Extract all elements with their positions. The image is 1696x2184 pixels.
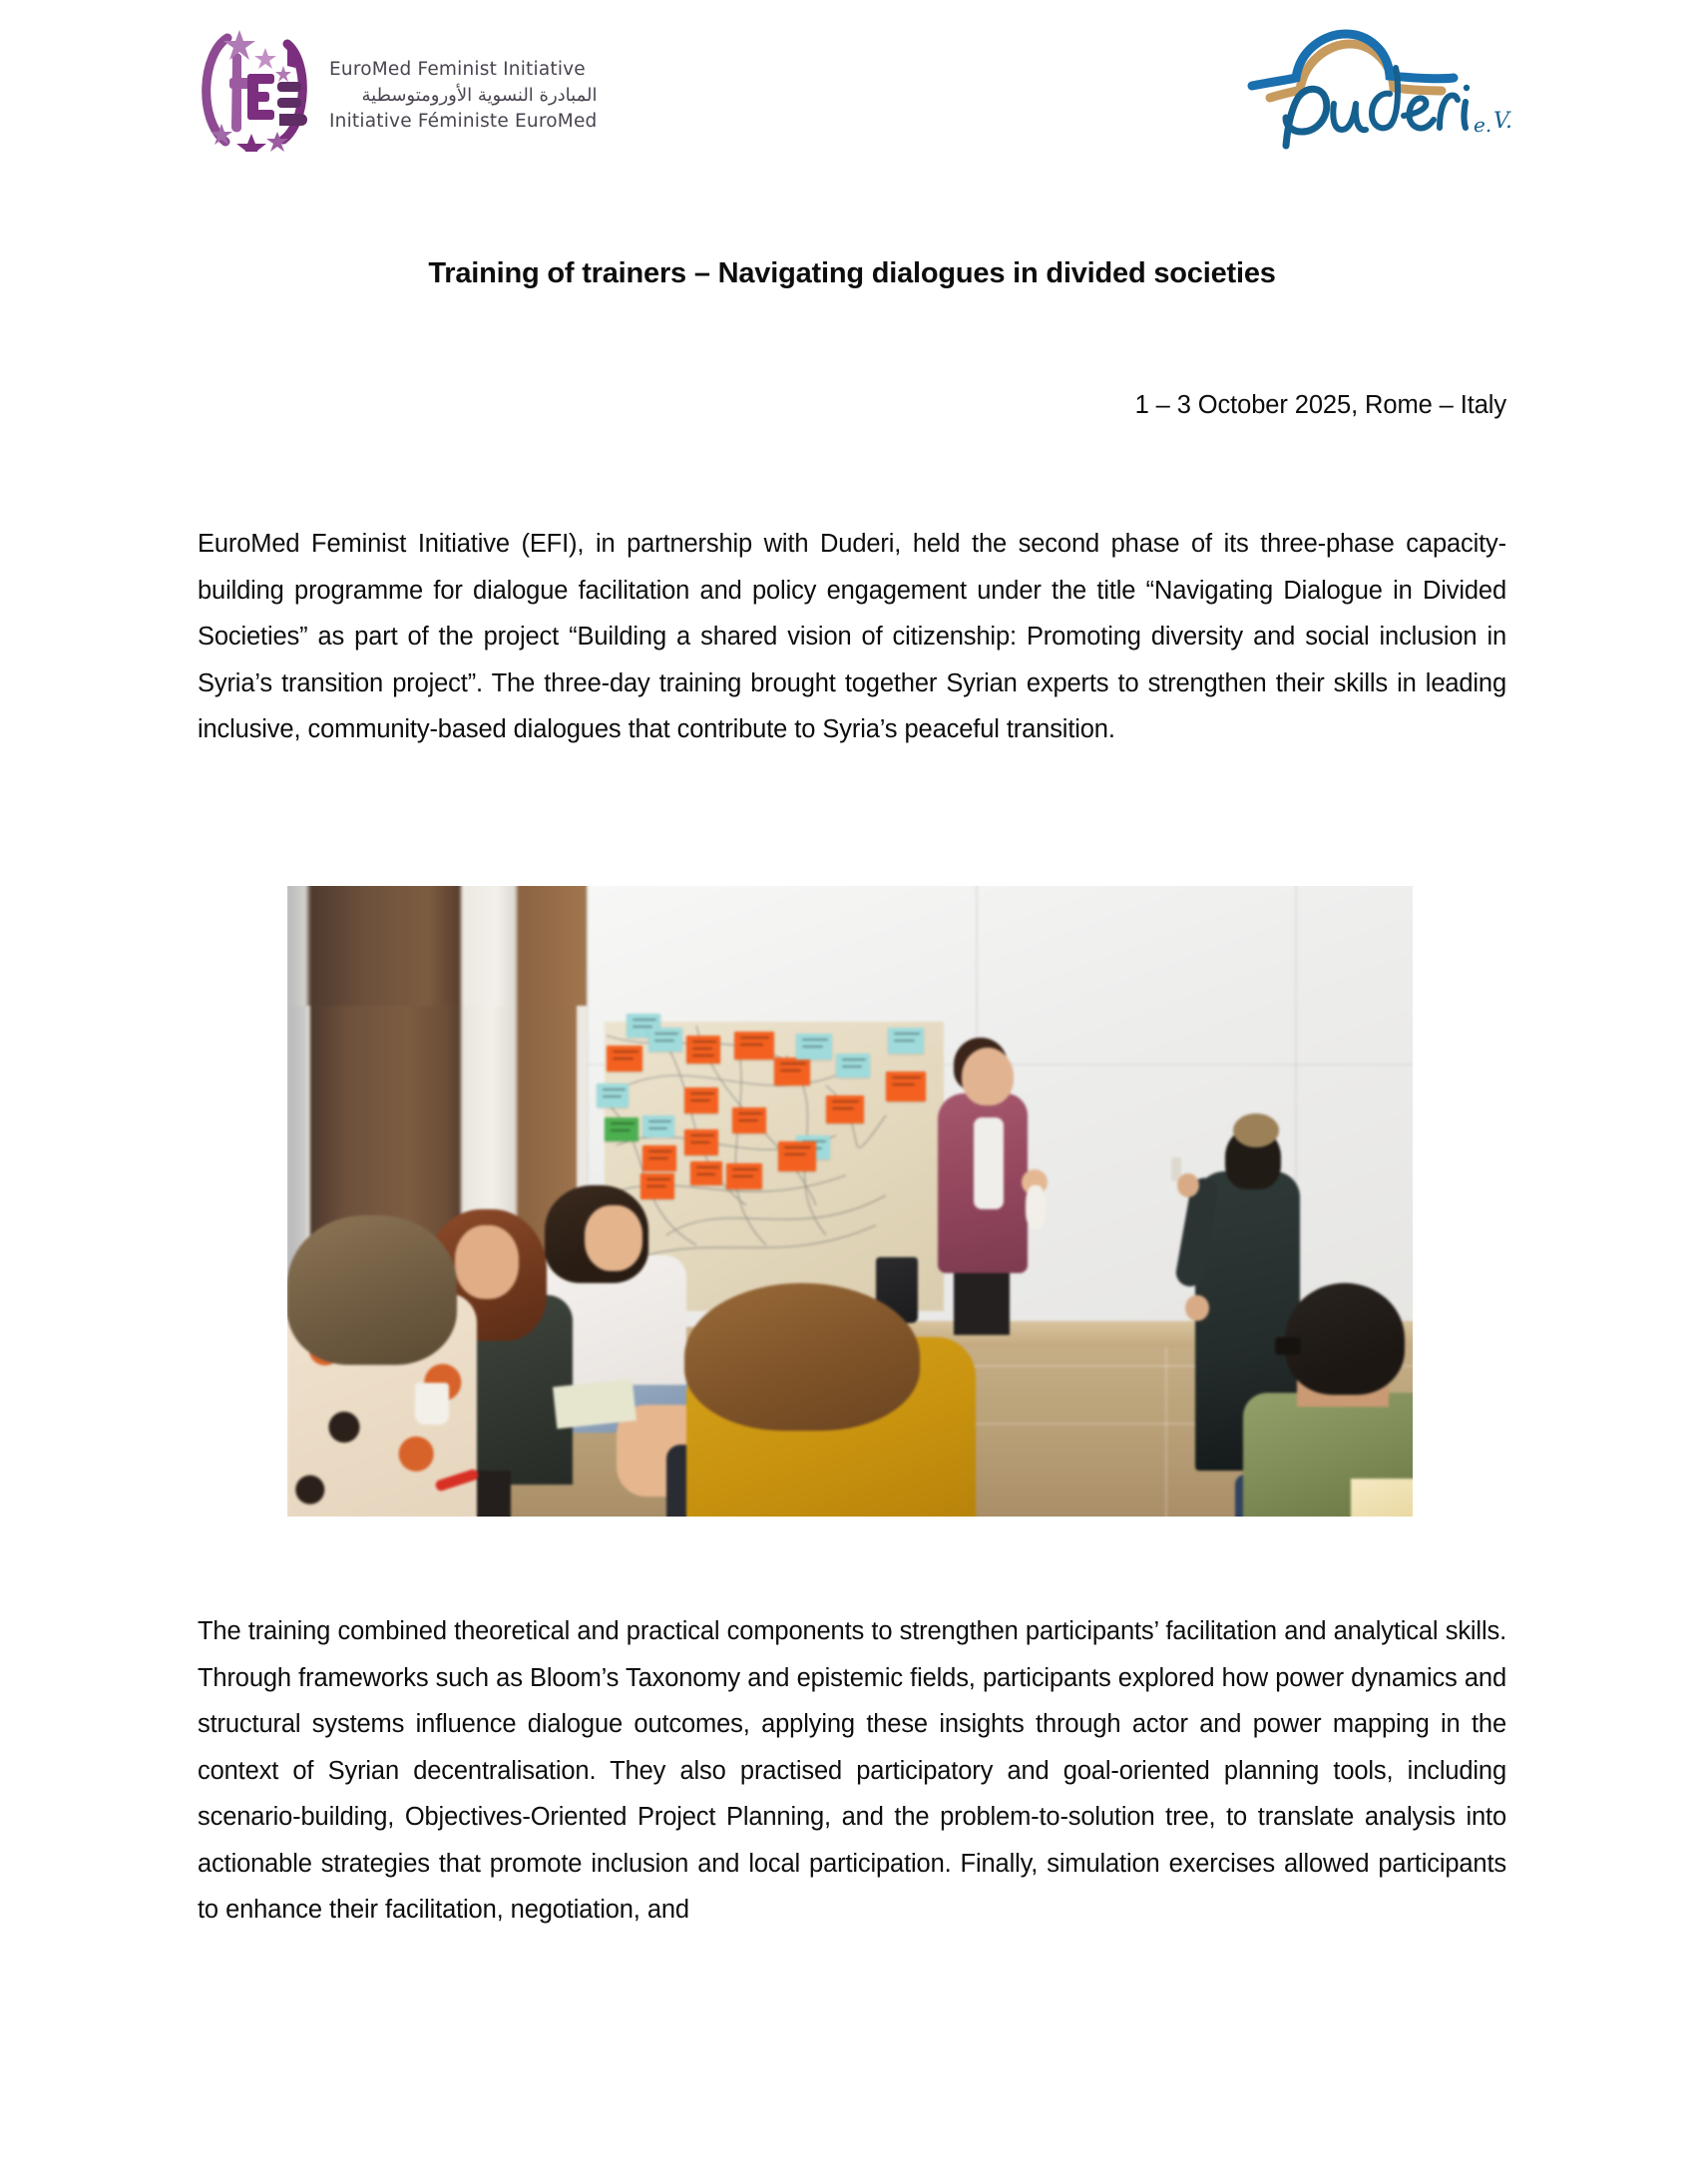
photo-presenter-head bbox=[962, 1048, 1014, 1105]
sticky-note bbox=[796, 1034, 832, 1060]
sticky-note bbox=[607, 1046, 642, 1072]
sticky-note bbox=[774, 1058, 810, 1086]
photo-table-corner bbox=[1351, 1479, 1413, 1517]
duderi-logo bbox=[1242, 28, 1521, 153]
sticky-note bbox=[888, 1028, 924, 1054]
sticky-note bbox=[778, 1141, 816, 1171]
sticky-note bbox=[648, 1028, 682, 1052]
photo-participant-auburn-face bbox=[455, 1225, 519, 1299]
efi-logo-text bbox=[329, 42, 597, 133]
photo-participant-glasses bbox=[1275, 1337, 1301, 1355]
efi-logo-line-french: Initiative Féministe EuroMed bbox=[329, 111, 598, 133]
photo-facilitator-hair-bun bbox=[1233, 1113, 1279, 1147]
photo-facilitator-hand-lower bbox=[1185, 1295, 1209, 1321]
sticky-note bbox=[597, 1084, 629, 1107]
sticky-note bbox=[684, 1088, 718, 1113]
svg-text:V.: V. bbox=[1493, 109, 1513, 134]
sticky-note bbox=[642, 1145, 676, 1171]
efi-emblem-icon bbox=[192, 24, 315, 152]
photo-presenter-shirt bbox=[974, 1117, 1004, 1209]
date-location-line: 1 – 3 October 2025, Rome – Italy bbox=[1134, 391, 1506, 419]
sticky-note bbox=[684, 1129, 718, 1155]
sticky-note bbox=[836, 1054, 870, 1078]
sticky-note bbox=[726, 1163, 762, 1189]
body-paragraph-1: EuroMed Feminist Initiative (EFI), in partnership with Duderi, held the second phase of its three-phase capacity-building programme for dialogue facilitation and policy engagement under the title “Navigating Dialogue in Divided Societies” as part of the project “Building a shared vision of citizenship: Promoting diversity and social inclusion in Syria’s transition project”. The three-day training brought together Syrian experts to strengthen their skills in leading inclusive, community-based dialogues that contribute to Syria’s peaceful transition. bbox=[198, 530, 1506, 743]
page-title: Training of trainers – Navigating dialogues in divided societies bbox=[428, 257, 1276, 289]
workshop-photo bbox=[287, 886, 1413, 1517]
photo-participant-head bbox=[1285, 1283, 1405, 1395]
photo-coffee-cup bbox=[415, 1383, 449, 1425]
efi-logo-line-arabic: المبادرة النسوية الأورومتوسطية bbox=[361, 84, 598, 106]
photo-participant-yellow-hair bbox=[684, 1283, 920, 1431]
euromed-feminist-initiative-logo bbox=[192, 24, 597, 152]
sticky-note bbox=[732, 1107, 766, 1133]
photo-facilitator-hand bbox=[1177, 1173, 1199, 1197]
body-paragraph-2: The training combined theoretical and practical components to strengthen participants’ facilitation and analytical skills. Through frameworks such as Bloom’s Taxonomy and epistemic fields, participants explored how power dynamics and structural systems influence dialogue outcomes, applying these insights through actor and power mapping in the context of Syrian decentralisation. They also practised participatory and goal-oriented planning tools, including scenario-building, Objectives-Oriented Project Planning, and the problem-to-solution tree, to translate analysis into actionable strategies that promote inclusion and local participation. Finally, simulation exercises allowed participants to enhance their facilitation, negotiation, and bbox=[198, 1617, 1506, 1924]
photo-presenter-paper bbox=[1026, 1185, 1046, 1229]
sticky-note bbox=[690, 1161, 722, 1185]
efi-logo-line-english: EuroMed Feminist Initiative bbox=[329, 59, 586, 81]
sticky-note bbox=[605, 1117, 638, 1141]
photo-participant-floral-hair bbox=[287, 1215, 457, 1365]
sticky-note bbox=[826, 1095, 864, 1123]
sticky-note bbox=[686, 1036, 720, 1064]
svg-text:e.: e. bbox=[1474, 113, 1492, 137]
sticky-note bbox=[886, 1072, 926, 1101]
document-header bbox=[0, 0, 1696, 180]
sticky-note bbox=[640, 1173, 674, 1199]
sticky-note bbox=[734, 1032, 774, 1060]
sticky-note bbox=[642, 1115, 674, 1137]
photo-participant-white-face bbox=[585, 1205, 642, 1271]
photo-notepad bbox=[553, 1379, 636, 1429]
